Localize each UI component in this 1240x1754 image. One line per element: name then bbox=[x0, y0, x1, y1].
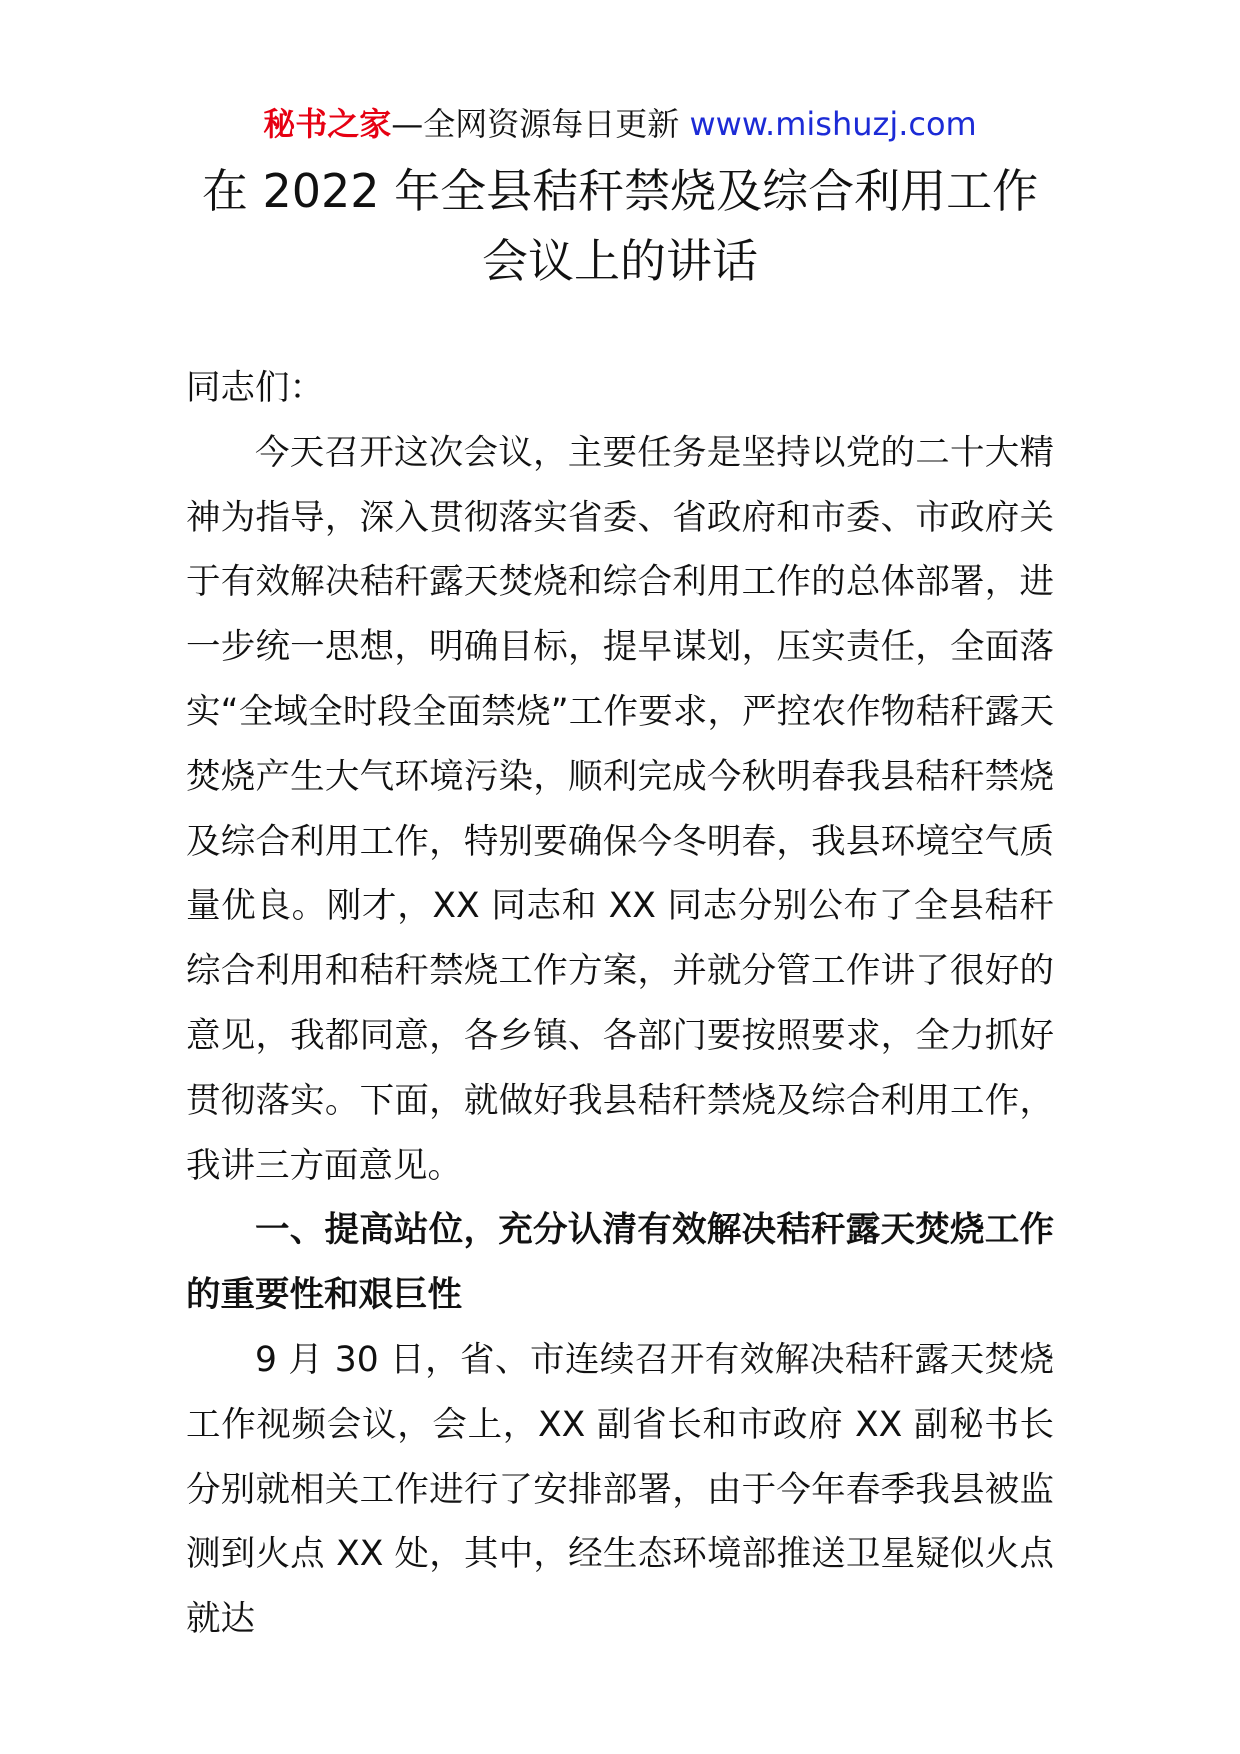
title-line-2: 会议上的讲话 bbox=[482, 234, 758, 288]
title-line-1: 在 2022 年全县秸秆禁烧及综合利用工作 bbox=[201, 164, 1039, 218]
salutation: 同志们： bbox=[186, 368, 324, 408]
site-url-link[interactable]: www.mishuzj.com bbox=[689, 105, 977, 143]
document-body bbox=[186, 356, 1054, 1652]
section-heading: 一、提高站位，充分认清有效解决秸秆露天焚烧工作的重要性和艰巨性 bbox=[186, 1210, 1054, 1316]
header-slogan: —全网资源每日更新 bbox=[391, 105, 680, 143]
site-header bbox=[0, 100, 1240, 148]
brand-name: 秘书之家 bbox=[263, 105, 392, 143]
document-title bbox=[0, 156, 1240, 296]
body-paragraph: 9 月 30 日，省、市连续召开有效解决秸秆露天焚烧工作视频会议，会上，XX 副省长和市政府 XX 副秘书长分别就相关工作进行了安排部署，由于今年春季我县被监测到火点 XX 处，其中，经生态环境部推送卫星疑似火点就达 bbox=[186, 1339, 1054, 1640]
body-paragraph: 今天召开这次会议，主要任务是坚持以党的二十大精神为指导，深入贯彻落实省委、省政府和市委、市政府关于有效解决秸秆露天焚烧和综合利用工作的总体部署，进一步统一思想，明确目标，提早谋划，压实责任，全面落实“全域全时段全面禁烧”工作要求，严控农作物秸秆露天焚烧产生大气环境污染，顺利完成今秋明春我县秸秆禁烧及综合利用工作，特别要确保今冬明春，我县环境空气质量优良。刚才，XX 同志和 XX 同志分别公布了全县秸秆综合利用和秸秆禁烧工作方案，并就分管工作讲了很好的意见，我都同意，各乡镇、各部门要按照要求，全力抓好贯彻落实。下面，就做好我县秸秆禁烧及综合利用工作，我讲三方面意见。 bbox=[186, 432, 1054, 1186]
